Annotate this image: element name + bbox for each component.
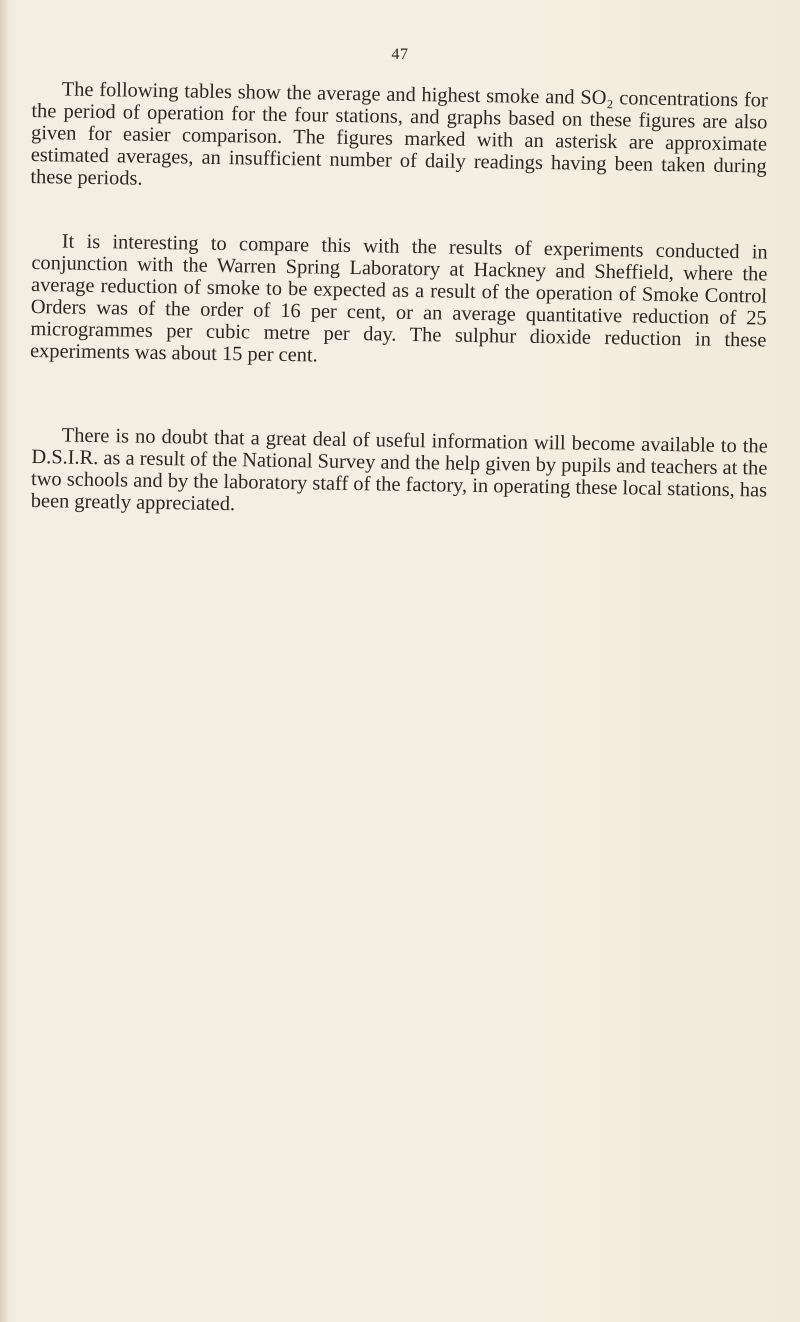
paragraph-acknowledgement [31,424,768,524]
paragraph-smoke-tables [30,78,768,200]
page-number: 47 [391,46,409,63]
paragraph-text: The following tables show the average and highest smoke and SO₂ concentrations for the period of operation for the four stations, and graphs based on these figures are also given for easier comparison. The figures marked with an asterisk are approximate estimated averages, an insufficient number of daily readings having been taken during these periods. [30,78,768,190]
paragraph-warren-spring-comparison [30,230,768,374]
paragraph-text: It is interesting to compare this with the results of experiments conducted in conjunction with the Warren Spring Laboratory at Hackney and Sheffield, where the average reduction of smoke to be expected as a result of the operation of Smoke Control Orders was of the order of 16 per cent, or an average quantitative reduction of 25 microgrammes per cubic metre per day. The sulphur dioxide reduction in these experiments was about 15 per cent. [29,230,768,367]
paragraph-text: There is no doubt that a great deal of useful information will become available to the D.S.I.R. as a result of the National Survey and the help given by pupils and teachers at the two schools and by the laboratory staff of the factory, in operating these local stations, has been greatly appreciated. [30,424,768,516]
binding-edge [0,0,8,1322]
